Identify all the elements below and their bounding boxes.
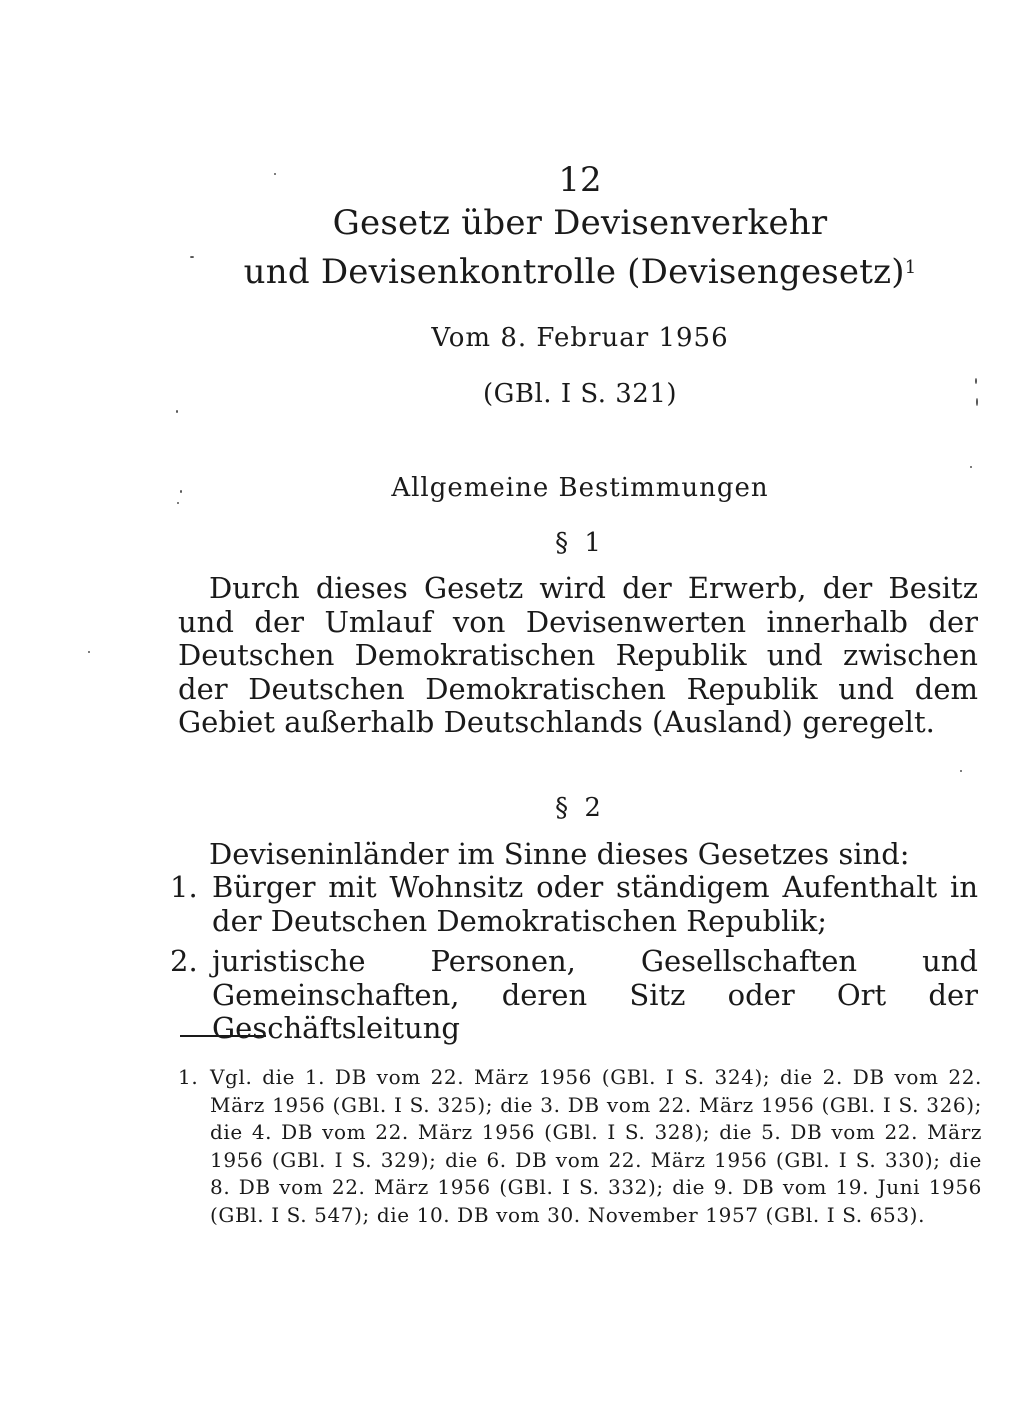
scan-speck [970,466,972,468]
list-item [170,871,978,938]
document-source: (GBl. I S. 321) [482,379,678,409]
scan-speck [274,173,276,175]
document-number: 12 [558,160,602,200]
scan-speck [88,651,90,653]
list-item-number: 1. [170,870,198,904]
list-item [170,945,978,1046]
document-date: Vom 8. Februar 1956 [431,323,729,353]
section-heading: Allgemeine Bestimmungen [391,473,769,503]
paragraph-1-text: Durch dieses Gesetz wird der Erwerb, der Besitz und der Umlauf von Devisenwerten innerhalb der Deutschen Demokratischen Republik und zwischen der Deutschen Demokratischen Republik und dem Gebiet außerhalb Deutschlands (Ausland) geregelt. [178,571,978,740]
footnote-number: 1. [178,1065,199,1089]
footnote [178,1064,982,1230]
footnote-text: Vgl. die 1. DB vom 22. März 1956 (GBl. I S. 324); die 2. DB vom 22. März 1956 (GBl. I S. 325); die 3. DB vom 22. März 1956 (GBl. I S. 326); die 4. DB vom 22. März 1956 (GBl. I S. 328); die 5. DB vom 22. März 1956 (GBl. I S. 329); die 6. DB vom 22. März 1956 (GBl. I S. 330); die 8. DB vom 22. März 1956 (GBl. I S. 332); die 9. DB vom 19. Juni 1956 (GBl. I S. 547); die 10. DB vom 30. November 1957 (GBl. I S. 653). [210,1065,982,1227]
scan-speck [975,378,977,384]
scan-speck [976,398,978,406]
paragraph-1-mark: § 1 [555,528,605,558]
title-line-2-text: und Devisenkontrolle (Devisengesetz) [243,252,905,292]
scan-speck [176,410,178,413]
list-item-row [170,945,978,1046]
scan-speck [960,770,962,772]
scan-speck [177,502,179,504]
list-item-row [170,871,978,938]
list-item-text: Bürger mit Wohnsitz oder ständigem Aufenthalt in der Deutschen Demokratischen Republik; [212,870,978,938]
scan-speck [190,256,194,258]
paragraph-2-mark: § 2 [555,793,605,823]
scan-speck [180,490,182,493]
title-footnote-ref[interactable]: 1 [904,257,917,278]
title-line-1: Gesetz über Devisenverkehr [332,203,828,243]
list-item-text: juristische Personen, Gesellschaften und Gemeinschaften, deren Sitz oder Ort der Geschäftsleitung [212,944,978,1046]
paragraph-2-intro: Deviseninländer im Sinne dieses Gesetzes sind: [209,837,910,871]
title-line-2 [180,252,980,292]
footnote-divider [180,1035,266,1037]
list-item-number: 2. [170,944,198,978]
